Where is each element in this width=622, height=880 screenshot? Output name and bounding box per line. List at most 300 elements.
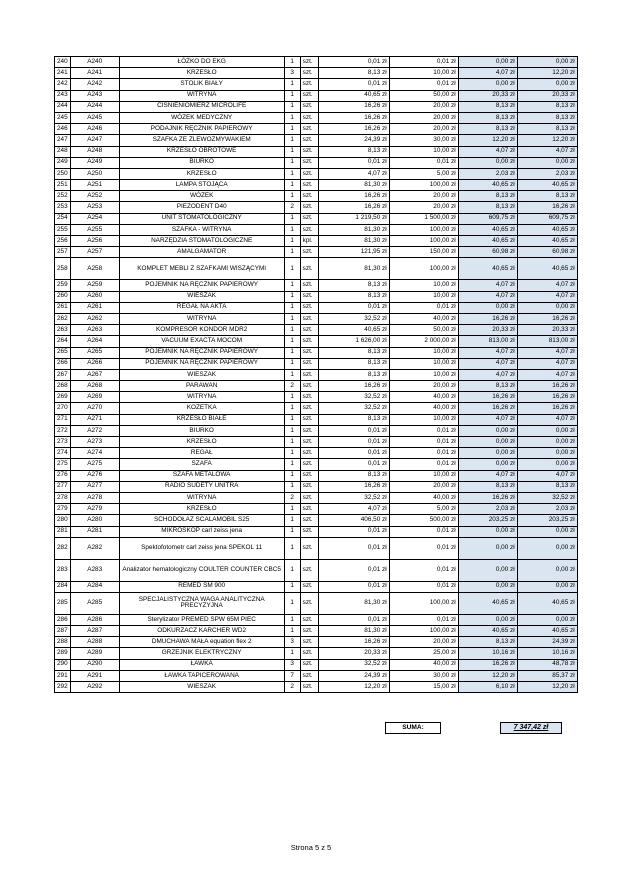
total-value-cell: 8,13 zł bbox=[517, 112, 577, 123]
item-name-cell: REGAŁ bbox=[119, 448, 284, 459]
row-number-cell: 275 bbox=[55, 459, 71, 470]
gross-price-cell: 100,00 zł bbox=[389, 258, 458, 280]
item-name-cell: MIKROSKOP carl zeiss jena bbox=[119, 526, 284, 537]
row-number-cell: 246 bbox=[55, 124, 71, 135]
unit-value-cell: 60,98 zł bbox=[458, 247, 517, 258]
unit-cell: szt. bbox=[300, 581, 318, 592]
unit-value-cell: 203,25 zł bbox=[458, 515, 517, 526]
total-value-cell: 4,07 zł bbox=[517, 347, 577, 358]
net-price-cell: 16,26 zł bbox=[318, 481, 389, 492]
unit-cell: szt. bbox=[300, 358, 318, 369]
quantity-cell: 1 bbox=[284, 79, 300, 90]
unit-cell: szt. bbox=[300, 504, 318, 515]
net-price-cell: 81,30 zł bbox=[318, 236, 389, 247]
quantity-cell: 1 bbox=[284, 146, 300, 157]
table-row bbox=[55, 414, 578, 425]
row-number-cell: 274 bbox=[55, 448, 71, 459]
total-value-cell: 16,26 zł bbox=[517, 392, 577, 403]
unit-value-cell: 0,00 zł bbox=[458, 581, 517, 592]
total-value-cell: 0,00 zł bbox=[517, 448, 577, 459]
table-row bbox=[55, 481, 578, 492]
inventory-code-cell: A287 bbox=[70, 626, 119, 637]
unit-value-cell: 40,65 zł bbox=[458, 180, 517, 191]
item-name-cell: BIURKO bbox=[119, 425, 284, 436]
net-price-cell: 8,13 zł bbox=[318, 470, 389, 481]
gross-price-cell: 25,00 zł bbox=[389, 648, 458, 659]
gross-price-cell: 0,01 zł bbox=[389, 614, 458, 625]
gross-price-cell: 0,01 zł bbox=[389, 537, 458, 559]
gross-price-cell: 20,00 zł bbox=[389, 202, 458, 213]
inventory-code-cell: A275 bbox=[70, 459, 119, 470]
gross-price-cell: 10,00 zł bbox=[389, 358, 458, 369]
net-price-cell: 8,13 zł bbox=[318, 358, 389, 369]
quantity-cell: 1 bbox=[284, 459, 300, 470]
table-row bbox=[55, 437, 578, 448]
total-value-cell: 40,65 zł bbox=[517, 224, 577, 235]
quantity-cell: 2 bbox=[284, 682, 300, 693]
table-row bbox=[55, 347, 578, 358]
unit-value-cell: 0,00 zł bbox=[458, 425, 517, 436]
table-row bbox=[55, 112, 578, 123]
quantity-cell: 1 bbox=[284, 537, 300, 559]
item-name-cell: DMUCHAWA MAŁA equation flex 2 bbox=[119, 637, 284, 648]
item-name-cell: KRZESŁO OBROTOWE bbox=[119, 146, 284, 157]
gross-price-cell: 50,00 zł bbox=[389, 90, 458, 101]
quantity-cell: 1 bbox=[284, 437, 300, 448]
net-price-cell: 32,52 zł bbox=[318, 403, 389, 414]
unit-cell: szt. bbox=[300, 526, 318, 537]
total-value-cell: 40,65 zł bbox=[517, 258, 577, 280]
net-price-cell: 16,26 zł bbox=[318, 381, 389, 392]
total-value-cell: 0,00 zł bbox=[517, 614, 577, 625]
item-name-cell: ŁÓŻKO DO EKG bbox=[119, 57, 284, 68]
table-row bbox=[55, 236, 578, 247]
table-row bbox=[55, 202, 578, 213]
inventory-table-body bbox=[55, 57, 578, 693]
quantity-cell: 3 bbox=[284, 659, 300, 670]
item-name-cell: KRZESŁO bbox=[119, 504, 284, 515]
unit-cell: kpl. bbox=[300, 236, 318, 247]
item-name-cell: WITRYNA bbox=[119, 392, 284, 403]
unit-cell: szt. bbox=[300, 448, 318, 459]
quantity-cell: 1 bbox=[284, 57, 300, 68]
table-row bbox=[55, 670, 578, 681]
total-value-cell: 2,03 zł bbox=[517, 504, 577, 515]
net-price-cell: 0,01 zł bbox=[318, 559, 389, 581]
row-number-cell: 249 bbox=[55, 157, 71, 168]
quantity-cell: 1 bbox=[284, 403, 300, 414]
unit-cell: szt. bbox=[300, 492, 318, 503]
table-row bbox=[55, 57, 578, 68]
unit-value-cell: 16,26 zł bbox=[458, 492, 517, 503]
item-name-cell: PIEZODENT D40 bbox=[119, 202, 284, 213]
net-price-cell: 0,01 zł bbox=[318, 302, 389, 313]
net-price-cell: 8,13 zł bbox=[318, 347, 389, 358]
row-number-cell: 253 bbox=[55, 202, 71, 213]
unit-value-cell: 4,07 zł bbox=[458, 291, 517, 302]
unit-value-cell: 40,65 zł bbox=[458, 258, 517, 280]
row-number-cell: 292 bbox=[55, 682, 71, 693]
net-price-cell: 16,26 zł bbox=[318, 101, 389, 112]
unit-value-cell: 8,13 zł bbox=[458, 381, 517, 392]
total-value-cell: 40,65 zł bbox=[517, 180, 577, 191]
unit-value-cell: 4,07 zł bbox=[458, 470, 517, 481]
quantity-cell: 1 bbox=[284, 180, 300, 191]
total-value-cell: 0,00 zł bbox=[517, 79, 577, 90]
inventory-code-cell: A277 bbox=[70, 481, 119, 492]
item-name-cell: SZAFKA ZE ZLEWOZMYWAKIEM bbox=[119, 135, 284, 146]
net-price-cell: 0,01 zł bbox=[318, 614, 389, 625]
table-row bbox=[55, 124, 578, 135]
inventory-code-cell: A278 bbox=[70, 492, 119, 503]
gross-price-cell: 0,01 zł bbox=[389, 526, 458, 537]
item-name-cell: VACUUM EXACTA MOCOM bbox=[119, 336, 284, 347]
item-name-cell: KOZETKA bbox=[119, 403, 284, 414]
gross-price-cell: 0,01 zł bbox=[389, 448, 458, 459]
total-value-cell: 0,00 zł bbox=[517, 437, 577, 448]
table-row bbox=[55, 135, 578, 146]
quantity-cell: 1 bbox=[284, 236, 300, 247]
inventory-code-cell: A274 bbox=[70, 448, 119, 459]
row-number-cell: 264 bbox=[55, 336, 71, 347]
quantity-cell: 1 bbox=[284, 168, 300, 179]
item-name-cell: SCHODOŁAZ SCALAMOBIL S25 bbox=[119, 515, 284, 526]
unit-value-cell: 4,07 zł bbox=[458, 280, 517, 291]
total-value-cell: 40,65 zł bbox=[517, 236, 577, 247]
item-name-cell: KOMPRESOR KONDOR MDR2 bbox=[119, 325, 284, 336]
net-price-cell: 0,01 zł bbox=[318, 79, 389, 90]
item-name-cell: WITRYNA bbox=[119, 313, 284, 324]
table-row bbox=[55, 581, 578, 592]
net-price-cell: 8,13 zł bbox=[318, 68, 389, 79]
row-number-cell: 263 bbox=[55, 325, 71, 336]
unit-cell: szt. bbox=[300, 124, 318, 135]
gross-price-cell: 10,00 zł bbox=[389, 280, 458, 291]
item-name-cell: Spektofotometr carl zeiss jena SPEKOL 11 bbox=[119, 537, 284, 559]
item-name-cell: WIESZAK bbox=[119, 291, 284, 302]
gross-price-cell: 15,00 zł bbox=[389, 682, 458, 693]
quantity-cell: 1 bbox=[284, 347, 300, 358]
total-value-cell: 0,00 zł bbox=[517, 526, 577, 537]
inventory-code-cell: A280 bbox=[70, 515, 119, 526]
unit-value-cell: 609,75 zł bbox=[458, 213, 517, 224]
net-price-cell: 0,01 zł bbox=[318, 459, 389, 470]
item-name-cell: GRZEJNIK ELEKTRYCZNY bbox=[119, 648, 284, 659]
gross-price-cell: 100,00 zł bbox=[389, 180, 458, 191]
unit-value-cell: 8,13 zł bbox=[458, 481, 517, 492]
quantity-cell: 1 bbox=[284, 325, 300, 336]
net-price-cell: 0,01 zł bbox=[318, 425, 389, 436]
row-number-cell: 272 bbox=[55, 425, 71, 436]
gross-price-cell: 0,01 zł bbox=[389, 425, 458, 436]
gross-price-cell: 2 000,00 zł bbox=[389, 336, 458, 347]
gross-price-cell: 5,00 zł bbox=[389, 168, 458, 179]
table-row bbox=[55, 392, 578, 403]
total-value-cell: 8,13 zł bbox=[517, 124, 577, 135]
total-value-cell: 0,00 zł bbox=[517, 537, 577, 559]
item-name-cell: UNIT STOMATOLOGICZNY bbox=[119, 213, 284, 224]
row-number-cell: 244 bbox=[55, 101, 71, 112]
unit-value-cell: 4,07 zł bbox=[458, 146, 517, 157]
net-price-cell: 81,30 zł bbox=[318, 626, 389, 637]
row-number-cell: 280 bbox=[55, 515, 71, 526]
item-name-cell: CIŚNIENIOMIERZ MICROLIFE bbox=[119, 101, 284, 112]
gross-price-cell: 100,00 zł bbox=[389, 236, 458, 247]
inventory-code-cell: A289 bbox=[70, 648, 119, 659]
table-row bbox=[55, 637, 578, 648]
table-row bbox=[55, 313, 578, 324]
quantity-cell: 1 bbox=[284, 592, 300, 614]
net-price-cell: 81,30 zł bbox=[318, 180, 389, 191]
unit-cell: szt. bbox=[300, 302, 318, 313]
inventory-code-cell: A261 bbox=[70, 302, 119, 313]
gross-price-cell: 20,00 zł bbox=[389, 101, 458, 112]
net-price-cell: 0,01 zł bbox=[318, 448, 389, 459]
unit-cell: szt. bbox=[300, 347, 318, 358]
quantity-cell: 1 bbox=[284, 302, 300, 313]
table-row bbox=[55, 168, 578, 179]
quantity-cell: 1 bbox=[284, 648, 300, 659]
net-price-cell: 12,20 zł bbox=[318, 682, 389, 693]
inventory-code-cell: A285 bbox=[70, 592, 119, 614]
net-price-cell: 81,30 zł bbox=[318, 224, 389, 235]
table-row bbox=[55, 180, 578, 191]
unit-cell: szt. bbox=[300, 79, 318, 90]
table-row bbox=[55, 659, 578, 670]
unit-cell: szt. bbox=[300, 414, 318, 425]
net-price-cell: 8,13 zł bbox=[318, 291, 389, 302]
quantity-cell: 1 bbox=[284, 504, 300, 515]
row-number-cell: 270 bbox=[55, 403, 71, 414]
unit-cell: szt. bbox=[300, 57, 318, 68]
table-row bbox=[55, 369, 578, 380]
row-number-cell: 291 bbox=[55, 670, 71, 681]
quantity-cell: 1 bbox=[284, 559, 300, 581]
item-name-cell: SZAFA METALOWA bbox=[119, 470, 284, 481]
gross-price-cell: 150,00 zł bbox=[389, 247, 458, 258]
net-price-cell: 32,52 zł bbox=[318, 659, 389, 670]
table-row bbox=[55, 403, 578, 414]
inventory-code-cell: A273 bbox=[70, 437, 119, 448]
total-value-cell: 0,00 zł bbox=[517, 559, 577, 581]
unit-cell: szt. bbox=[300, 670, 318, 681]
table-row bbox=[55, 247, 578, 258]
item-name-cell: POJEMNIK NA RĘCZNIK PAPIEROWY bbox=[119, 358, 284, 369]
unit-cell: szt. bbox=[300, 592, 318, 614]
table-row bbox=[55, 459, 578, 470]
gross-price-cell: 0,01 zł bbox=[389, 581, 458, 592]
quantity-cell: 1 bbox=[284, 614, 300, 625]
gross-price-cell: 30,00 zł bbox=[389, 670, 458, 681]
inventory-code-cell: A281 bbox=[70, 526, 119, 537]
inventory-code-cell: A256 bbox=[70, 236, 119, 247]
table-row bbox=[55, 157, 578, 168]
row-number-cell: 259 bbox=[55, 280, 71, 291]
table-row bbox=[55, 213, 578, 224]
item-name-cell: RADIO SUDETY UNITRA bbox=[119, 481, 284, 492]
table-row bbox=[55, 648, 578, 659]
row-number-cell: 243 bbox=[55, 90, 71, 101]
row-number-cell: 278 bbox=[55, 492, 71, 503]
item-name-cell: POJEMNIK NA RĘCZNIK PAPIEROWY bbox=[119, 347, 284, 358]
inventory-code-cell: A268 bbox=[70, 381, 119, 392]
unit-cell: szt. bbox=[300, 369, 318, 380]
item-name-cell: Sterylizator PREMED SPW 65M PIEC bbox=[119, 614, 284, 625]
item-name-cell: REGAŁ NA AKTA bbox=[119, 302, 284, 313]
table-row bbox=[55, 325, 578, 336]
unit-cell: szt. bbox=[300, 112, 318, 123]
gross-price-cell: 10,00 zł bbox=[389, 369, 458, 380]
quantity-cell: 1 bbox=[284, 247, 300, 258]
table-row bbox=[55, 682, 578, 693]
net-price-cell: 8,13 zł bbox=[318, 146, 389, 157]
inventory-code-cell: A284 bbox=[70, 581, 119, 592]
quantity-cell: 2 bbox=[284, 202, 300, 213]
unit-value-cell: 16,26 zł bbox=[458, 659, 517, 670]
gross-price-cell: 10,00 zł bbox=[389, 347, 458, 358]
net-price-cell: 16,26 zł bbox=[318, 202, 389, 213]
unit-cell: szt. bbox=[300, 437, 318, 448]
quantity-cell: 1 bbox=[284, 581, 300, 592]
net-price-cell: 406,50 zł bbox=[318, 515, 389, 526]
net-price-cell: 4,07 zł bbox=[318, 504, 389, 515]
unit-cell: szt. bbox=[300, 258, 318, 280]
inventory-code-cell: A292 bbox=[70, 682, 119, 693]
inventory-code-cell: A246 bbox=[70, 124, 119, 135]
total-value-cell: 0,00 zł bbox=[517, 157, 577, 168]
table-row bbox=[55, 146, 578, 157]
unit-cell: szt. bbox=[300, 247, 318, 258]
unit-cell: szt. bbox=[300, 659, 318, 670]
total-value-cell: 40,65 zł bbox=[517, 626, 577, 637]
inventory-code-cell: A257 bbox=[70, 247, 119, 258]
item-name-cell: NARZĘDZIA STOMATOLOGICZNE bbox=[119, 236, 284, 247]
row-number-cell: 241 bbox=[55, 68, 71, 79]
quantity-cell: 1 bbox=[284, 448, 300, 459]
quantity-cell: 1 bbox=[284, 90, 300, 101]
unit-cell: szt. bbox=[300, 213, 318, 224]
item-name-cell: WIESZAK bbox=[119, 682, 284, 693]
total-value-cell: 85,37 zł bbox=[517, 670, 577, 681]
unit-cell: szt. bbox=[300, 481, 318, 492]
net-price-cell: 1 219,50 zł bbox=[318, 213, 389, 224]
item-name-cell: PARAWAN bbox=[119, 381, 284, 392]
unit-value-cell: 8,13 zł bbox=[458, 124, 517, 135]
table-row bbox=[55, 358, 578, 369]
inventory-code-cell: A252 bbox=[70, 191, 119, 202]
unit-value-cell: 40,65 zł bbox=[458, 236, 517, 247]
unit-value-cell: 16,26 zł bbox=[458, 313, 517, 324]
inventory-code-cell: A283 bbox=[70, 559, 119, 581]
gross-price-cell: 40,00 zł bbox=[389, 392, 458, 403]
gross-price-cell: 0,01 zł bbox=[389, 437, 458, 448]
row-number-cell: 288 bbox=[55, 637, 71, 648]
unit-cell: szt. bbox=[300, 280, 318, 291]
table-row bbox=[55, 537, 578, 559]
row-number-cell: 255 bbox=[55, 224, 71, 235]
item-name-cell: WIESZAK bbox=[119, 369, 284, 380]
gross-price-cell: 40,00 zł bbox=[389, 313, 458, 324]
total-value-cell: 16,26 zł bbox=[517, 403, 577, 414]
net-price-cell: 32,52 zł bbox=[318, 313, 389, 324]
net-price-cell: 4,07 zł bbox=[318, 168, 389, 179]
row-number-cell: 279 bbox=[55, 504, 71, 515]
table-row bbox=[55, 90, 578, 101]
item-name-cell: SZAFKA - WITRYNA bbox=[119, 224, 284, 235]
total-value-cell: 4,07 zł bbox=[517, 470, 577, 481]
gross-price-cell: 500,00 zł bbox=[389, 515, 458, 526]
quantity-cell: 1 bbox=[284, 112, 300, 123]
gross-price-cell: 20,00 zł bbox=[389, 481, 458, 492]
unit-cell: szt. bbox=[300, 626, 318, 637]
quantity-cell: 1 bbox=[284, 135, 300, 146]
quantity-cell: 2 bbox=[284, 381, 300, 392]
inventory-code-cell: A258 bbox=[70, 258, 119, 280]
inventory-code-cell: A276 bbox=[70, 470, 119, 481]
quantity-cell: 1 bbox=[284, 224, 300, 235]
inventory-code-cell: A269 bbox=[70, 392, 119, 403]
unit-cell: szt. bbox=[300, 191, 318, 202]
net-price-cell: 32,52 zł bbox=[318, 392, 389, 403]
unit-value-cell: 40,65 zł bbox=[458, 592, 517, 614]
table-row bbox=[55, 224, 578, 235]
gross-price-cell: 100,00 zł bbox=[389, 626, 458, 637]
table-row bbox=[55, 448, 578, 459]
row-number-cell: 266 bbox=[55, 358, 71, 369]
quantity-cell: 1 bbox=[284, 626, 300, 637]
unit-cell: szt. bbox=[300, 682, 318, 693]
item-name-cell: ŁAWKA bbox=[119, 659, 284, 670]
table-row bbox=[55, 191, 578, 202]
gross-price-cell: 0,01 zł bbox=[389, 559, 458, 581]
row-number-cell: 260 bbox=[55, 291, 71, 302]
table-row bbox=[55, 504, 578, 515]
total-value-cell: 4,07 zł bbox=[517, 146, 577, 157]
gross-price-cell: 10,00 zł bbox=[389, 414, 458, 425]
gross-price-cell: 50,00 zł bbox=[389, 325, 458, 336]
net-price-cell: 16,26 zł bbox=[318, 191, 389, 202]
gross-price-cell: 20,00 zł bbox=[389, 112, 458, 123]
unit-cell: szt. bbox=[300, 381, 318, 392]
sum-label: SUMA: bbox=[385, 722, 441, 734]
gross-price-cell: 40,00 zł bbox=[389, 659, 458, 670]
net-price-cell: 40,65 zł bbox=[318, 90, 389, 101]
quantity-cell: 1 bbox=[284, 213, 300, 224]
inventory-code-cell: A251 bbox=[70, 180, 119, 191]
item-name-cell: WITRYNA bbox=[119, 492, 284, 503]
gross-price-cell: 0,01 zł bbox=[389, 157, 458, 168]
item-name-cell: AMALGAMATOR bbox=[119, 247, 284, 258]
quantity-cell: 1 bbox=[284, 124, 300, 135]
total-value-cell: 12,20 zł bbox=[517, 135, 577, 146]
total-value-cell: 4,07 zł bbox=[517, 369, 577, 380]
unit-value-cell: 0,00 zł bbox=[458, 537, 517, 559]
quantity-cell: 1 bbox=[284, 336, 300, 347]
total-value-cell: 16,26 zł bbox=[517, 202, 577, 213]
inventory-code-cell: A245 bbox=[70, 112, 119, 123]
inventory-code-cell: A259 bbox=[70, 280, 119, 291]
gross-price-cell: 20,00 zł bbox=[389, 637, 458, 648]
inventory-code-cell: A288 bbox=[70, 637, 119, 648]
row-number-cell: 257 bbox=[55, 247, 71, 258]
table-row bbox=[55, 302, 578, 313]
gross-price-cell: 10,00 zł bbox=[389, 291, 458, 302]
net-price-cell: 24,39 zł bbox=[318, 670, 389, 681]
item-name-cell: LAMPA STOJĄCA bbox=[119, 180, 284, 191]
quantity-cell: 1 bbox=[284, 291, 300, 302]
quantity-cell: 1 bbox=[284, 414, 300, 425]
net-price-cell: 81,30 zł bbox=[318, 258, 389, 280]
